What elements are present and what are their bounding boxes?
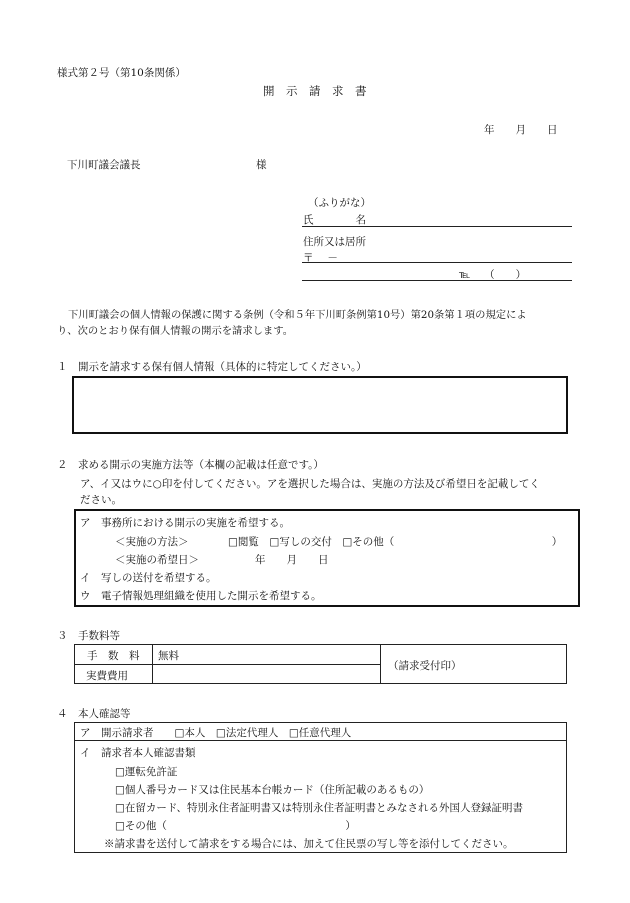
name-field[interactable] [302, 226, 572, 227]
tel-field[interactable] [302, 280, 572, 281]
section-2-title: ２ 求める開示の実施方法等（本欄の記載は任意です。） [57, 459, 324, 471]
section-2-instruction-2: ださい。 [80, 494, 122, 506]
section-3-title: ３ 手数料等 [57, 630, 120, 642]
actual-cost-label: 実費費用 [86, 670, 128, 682]
id-doc-residence-card[interactable]: □在留カード、特別永住者証明書又は特別永住者証明書とみなされる外国人登録証明書 [115, 802, 523, 814]
intro-line-1: 下川町議会の個人情報の保護に関する条例（令和５年下川町条例第10号）第20条第１項の規定によ [68, 309, 527, 321]
fee-table-col-divider-1 [152, 644, 153, 684]
preferred-date-value[interactable]: 年 月 日 [255, 554, 329, 566]
section-1-title: １ 開示を請求する保有個人情報（具体的に特定してください。） [57, 361, 367, 373]
id-doc-my-number-card[interactable]: □個人番号カード又は住民基本台帳カード（住所記載のあるもの） [115, 784, 430, 796]
furigana-label: （ふりがな） [308, 197, 371, 209]
intro-line-2: り、次のとおり保有個人情報の開示を請求します。 [57, 325, 294, 337]
id-documents-title: イ 請求者本人確認書類 [80, 747, 196, 759]
name-label: 氏 名 [303, 214, 366, 226]
reception-stamp-label: （請求受付印） [388, 660, 462, 672]
id-doc-drivers-license[interactable]: □運転免許証 [115, 766, 178, 778]
form-title: 開 示 請 求 書 [263, 84, 367, 98]
option-c[interactable]: ウ 電子情報処理組織を使用した開示を希望する。 [80, 590, 322, 602]
option-b[interactable]: イ 写しの送付を希望する。 [80, 572, 217, 584]
mail-request-note: ※請求書を送付して請求をする場合には、加えて住民票の写し等を添付してください。 [104, 838, 514, 850]
addressee-honorific: 様 [256, 159, 267, 171]
fee-value: 無料 [158, 650, 179, 662]
date-line[interactable]: 年 月 日 [484, 124, 558, 136]
fee-table-row-divider [74, 664, 380, 665]
section-2-instruction: ア、イ又はウに○印を付してください。アを選択した場合は、実施の方法及び希望日を記載してく [80, 478, 540, 490]
addressee-name: 下川町議会議長 [67, 159, 141, 171]
method-label: ＜実施の方法＞ [115, 536, 189, 548]
section-4-title: ４ 本人確認等 [57, 708, 131, 720]
address-field[interactable] [302, 262, 572, 263]
preferred-date-label: ＜実施の希望日＞ [115, 554, 199, 566]
tel-label: ℡ （ ） [459, 269, 527, 281]
requester-type-row[interactable]: ア 開示請求者 □本人 □法定代理人 □任意代理人 [80, 727, 352, 739]
id-doc-other[interactable]: □その他（ ） [115, 820, 356, 832]
postal-label: 〒 － [303, 252, 338, 264]
identity-table-divider [74, 740, 567, 741]
fee-label: 手 数 料 [87, 650, 140, 662]
address-label: 住所又は居所 [303, 236, 366, 248]
method-choices[interactable]: □閲覧 □写しの交付 □その他（ ） [228, 536, 563, 548]
fee-table-col-divider-2 [380, 644, 381, 684]
option-a[interactable]: ア 事務所における開示の実施を希望する。 [80, 517, 290, 529]
requested-info-box[interactable] [72, 376, 568, 434]
form-number: 様式第２号（第10条関係） [57, 67, 186, 79]
